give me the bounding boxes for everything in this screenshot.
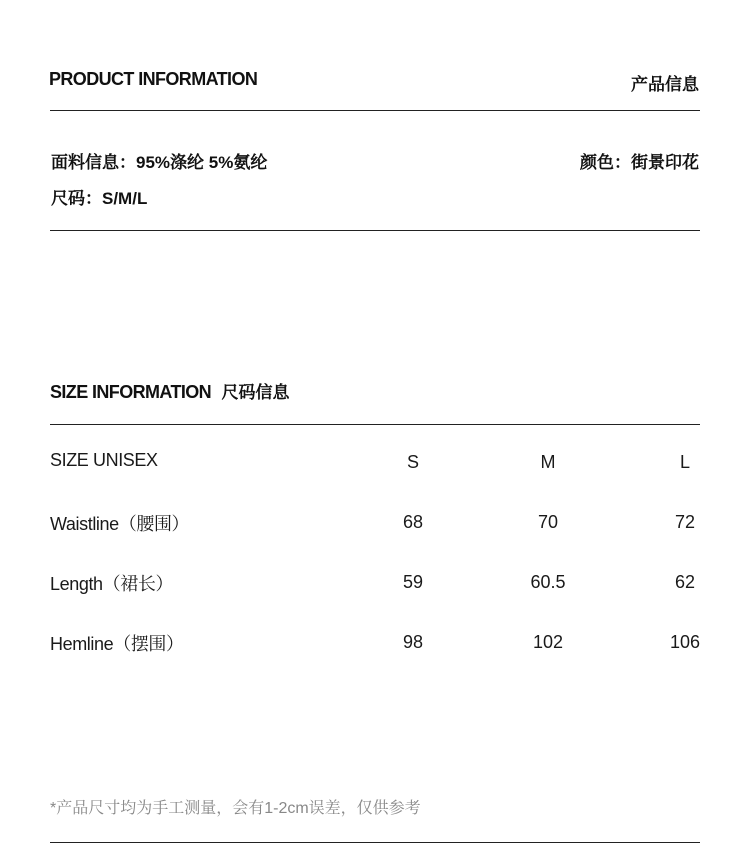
size-header-l: L [679, 452, 690, 472]
size-options: 尺码：S/M/L [51, 189, 148, 208]
row-label: Hemline（摆围） [50, 634, 184, 654]
size-header-m: M [540, 452, 556, 472]
cell-s: 98 [402, 632, 424, 652]
size-header-s: S [406, 452, 419, 472]
row-label: Length（裙长） [50, 574, 174, 594]
size-table [0, 450, 750, 654]
table-row [0, 510, 750, 540]
cell-l: 62 [674, 572, 696, 592]
divider [50, 842, 700, 843]
size-info-title-cn: 尺码信息 [221, 383, 290, 402]
product-info-title: PRODUCT INFORMATION [49, 69, 258, 89]
cell-s: 59 [402, 572, 424, 592]
cell-m: 70 [537, 512, 559, 532]
divider [50, 230, 700, 231]
cell-m: 60.5 [530, 572, 566, 592]
size-info-heading [50, 378, 290, 403]
cell-l: 106 [669, 632, 701, 652]
cell-l: 72 [674, 512, 696, 532]
divider [50, 110, 700, 111]
color-info: 颜色：街景印花 [580, 153, 699, 172]
row-label: Waistline（腰围） [50, 514, 190, 534]
size-info-title: SIZE INFORMATION [50, 382, 212, 402]
measurement-note: *产品尺寸均为手工测量，会有1-2cm误差，仅供参考 [50, 800, 421, 817]
cell-s: 68 [402, 512, 424, 532]
table-row [0, 570, 750, 600]
size-table-header-label: SIZE UNISEX [50, 450, 158, 470]
cell-m: 102 [532, 632, 564, 652]
table-row [0, 630, 750, 660]
product-info-title-cn: 产品信息 [631, 75, 699, 94]
fabric-info: 面料信息：95%涤纶 5%氨纶 [51, 153, 268, 172]
divider [50, 424, 700, 425]
